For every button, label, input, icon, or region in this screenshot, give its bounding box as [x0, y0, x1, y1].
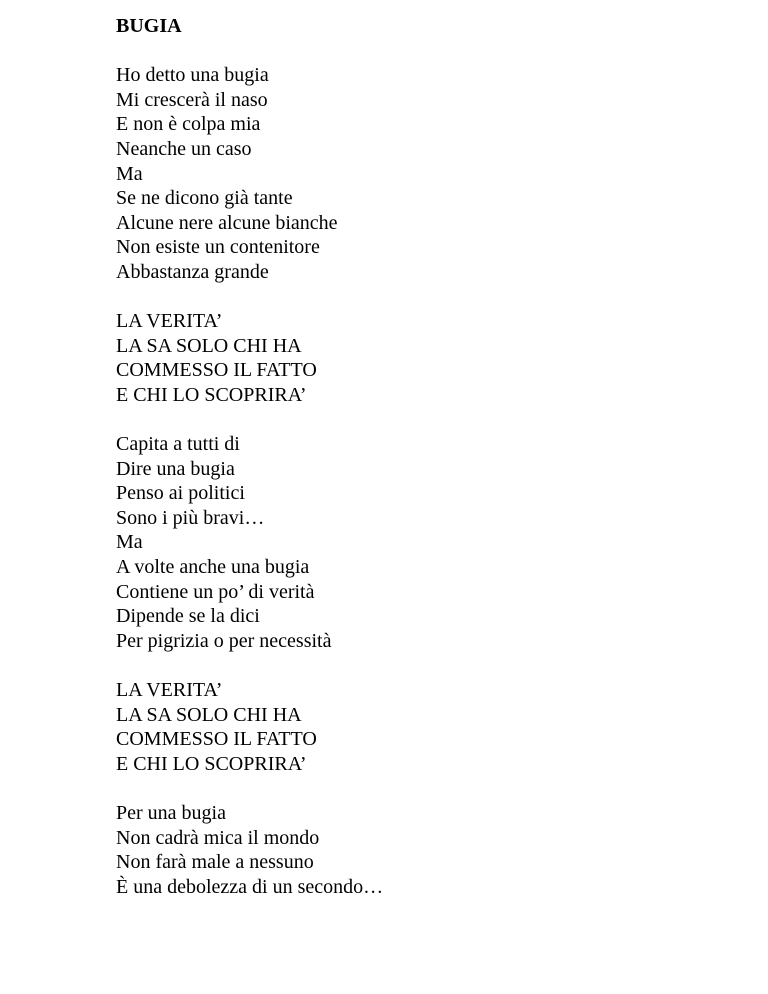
- stanza-5: [116, 801, 748, 899]
- refrain-line: COMMESSO IL FATTO: [116, 728, 317, 751]
- poem-line: Non cadrà mica il mondo: [116, 826, 320, 849]
- refrain-line: LA VERITA’: [116, 310, 223, 333]
- poem-line: Per una bugia: [116, 802, 226, 824]
- stanza-2-refrain: [116, 309, 748, 407]
- poem-line: Se ne dicono già tante: [116, 187, 293, 210]
- poem-line: Ho detto una bugia: [116, 64, 269, 87]
- poem-line: Ma: [116, 162, 143, 185]
- poem-line: Mi crescerà il naso: [116, 88, 268, 111]
- poem-line: Per pigrizia o per necessità: [116, 629, 332, 652]
- poem-line: Non esiste un contenitore: [116, 236, 320, 259]
- refrain-line: LA SA SOLO CHI HA: [116, 334, 302, 357]
- poem-line: È una debolezza di un secondo…: [116, 875, 384, 898]
- poem-line: Abbastanza grande: [116, 260, 269, 283]
- poem-line: Penso ai politici: [116, 482, 245, 505]
- poem-line: Alcune nere alcune bianche: [116, 211, 338, 234]
- stanza-3: [116, 432, 748, 653]
- poem-page: [116, 14, 748, 899]
- poem-line: Contiene un po’ di verità: [116, 580, 315, 603]
- poem-line: Capita a tutti di: [116, 433, 240, 456]
- poem-line: Dipende se la dici: [116, 605, 260, 628]
- refrain-line: LA VERITA’: [116, 679, 223, 702]
- poem-line: Sono i più bravi…: [116, 506, 265, 529]
- refrain-line: E CHI LO SCOPRIRA’: [116, 383, 307, 406]
- stanza-1: [116, 63, 748, 284]
- poem-line: A volte anche una bugia: [116, 556, 310, 579]
- poem-line: Non farà male a nessuno: [116, 851, 314, 874]
- poem-line: E non è colpa mia: [116, 113, 261, 136]
- poem-line: Neanche un caso: [116, 137, 252, 160]
- refrain-line: LA SA SOLO CHI HA: [116, 703, 302, 726]
- poem-title: BUGIA: [116, 15, 182, 37]
- stanza-4-refrain: [116, 678, 748, 776]
- refrain-line: COMMESSO IL FATTO: [116, 359, 317, 382]
- refrain-line: E CHI LO SCOPRIRA’: [116, 752, 307, 775]
- poem-line: Dire una bugia: [116, 457, 235, 480]
- poem-line: Ma: [116, 531, 143, 554]
